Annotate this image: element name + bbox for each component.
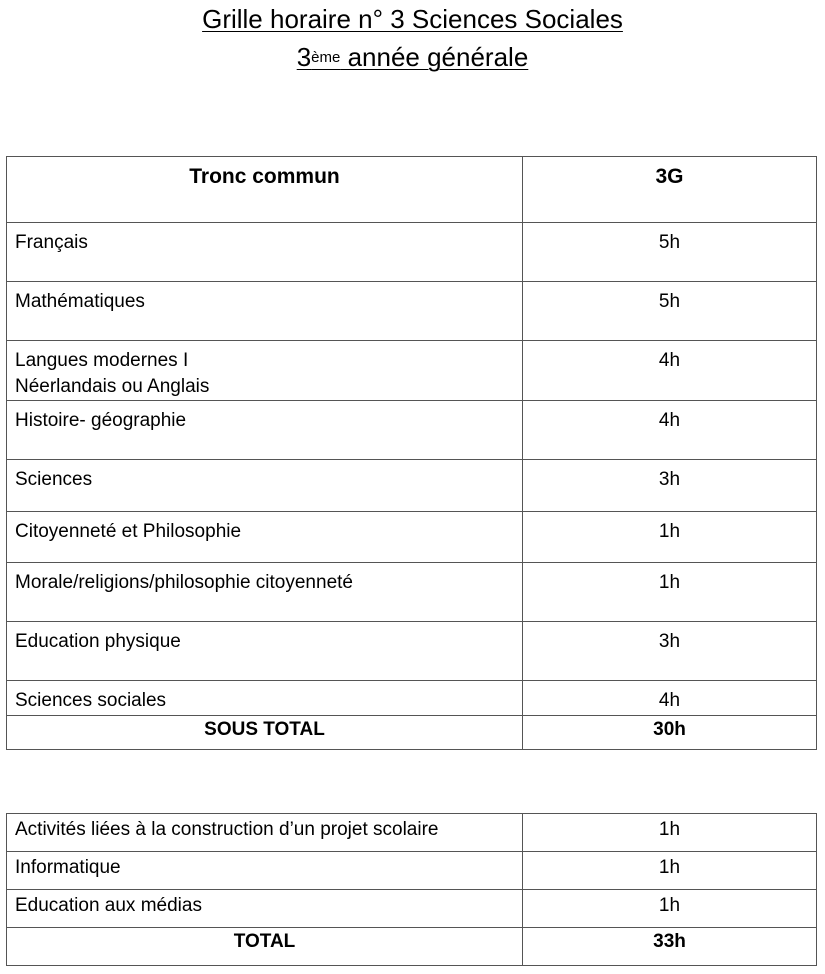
- subject-cell: Citoyenneté et Philosophie: [7, 512, 523, 563]
- page-title: Grille horaire n° 3 Sciences Sociales: [202, 4, 623, 34]
- hours-cell: 1h: [523, 512, 817, 563]
- hours-cell: 5h: [523, 223, 817, 282]
- table-row: [7, 512, 817, 563]
- main-schedule-table: [6, 156, 817, 750]
- hours-cell: 1h: [523, 563, 817, 622]
- subject-cell: Education aux médias: [7, 890, 523, 928]
- total-value: 33h: [523, 928, 817, 966]
- table-row: [7, 681, 817, 716]
- hours-cell: 1h: [523, 852, 817, 890]
- hours-cell: 4h: [523, 681, 817, 716]
- subtitle-number: 3: [296, 42, 312, 72]
- hours-cell: 4h: [523, 341, 817, 401]
- subject-cell: Sciences: [7, 460, 523, 512]
- hours-cell: 1h: [523, 890, 817, 928]
- subtotal-label: SOUS TOTAL: [7, 716, 523, 750]
- subtitle-text: année générale: [340, 42, 529, 72]
- page-subtitle: [0, 42, 825, 73]
- table-row: [7, 890, 817, 928]
- hours-cell: 3h: [523, 622, 817, 681]
- header-tronc-commun: Tronc commun: [7, 157, 523, 223]
- hours-cell: 3h: [523, 460, 817, 512]
- subject-cell: Histoire- géographie: [7, 401, 523, 460]
- subtotal-row: [7, 716, 817, 750]
- subtotal-value: 30h: [523, 716, 817, 750]
- total-label: TOTAL: [7, 928, 523, 966]
- extra-schedule-table: [6, 813, 817, 966]
- table-header-row: [7, 157, 817, 223]
- subtitle-superscript: ème: [311, 49, 341, 66]
- hours-cell: 1h: [523, 814, 817, 852]
- table-row: [7, 852, 817, 890]
- subject-cell: Sciences sociales: [7, 681, 523, 716]
- subject-line-2: Néerlandais ou Anglais: [15, 376, 210, 397]
- total-row: [7, 928, 817, 966]
- subject-cell: Education physique: [7, 622, 523, 681]
- subject-cell: Activités liées à la construction d’un projet scolaire: [7, 814, 523, 852]
- subject-cell: Mathématiques: [7, 282, 523, 341]
- table-row: [7, 223, 817, 282]
- table-row: [7, 814, 817, 852]
- subject-line-1: Langues modernes I: [15, 350, 189, 371]
- table-row: [7, 282, 817, 341]
- table-row: [7, 563, 817, 622]
- table-row: [7, 401, 817, 460]
- table-row: [7, 460, 817, 512]
- table-row: [7, 341, 817, 401]
- header-3g: 3G: [523, 157, 817, 223]
- subject-cell: Français: [7, 223, 523, 282]
- table-row: [7, 622, 817, 681]
- hours-cell: 4h: [523, 401, 817, 460]
- subject-cell: [7, 341, 523, 401]
- hours-cell: 5h: [523, 282, 817, 341]
- subject-cell: Morale/religions/philosophie citoyenneté: [7, 563, 523, 622]
- subject-cell: Informatique: [7, 852, 523, 890]
